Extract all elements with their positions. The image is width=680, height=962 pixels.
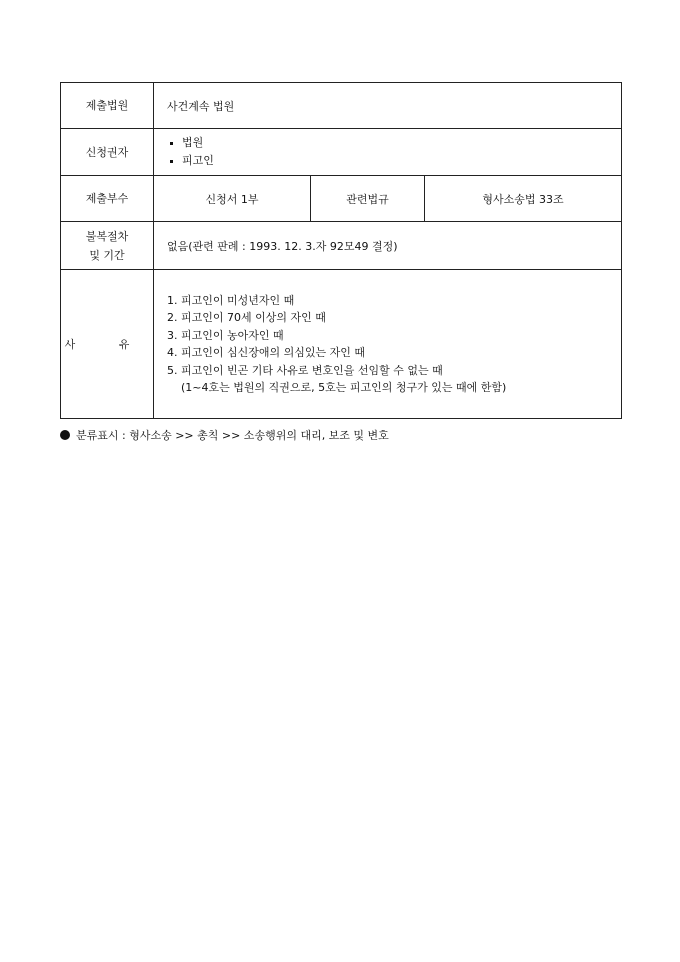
applicant-list [154,129,622,176]
row-copies [61,176,622,222]
court-value: 사건계속 법원 [154,83,622,129]
bullet-icon [170,160,173,163]
copies-value: 신청서 1부 [154,176,311,222]
applicant-item-label: 피고인 [182,154,214,167]
applicant-label: 신청권자 [61,129,154,176]
reason-item: 3. 피고인이 농아자인 때 [167,328,284,342]
law-label: 관련법규 [311,176,425,222]
applicant-item [167,152,621,170]
applicant-item [167,134,621,152]
reason-label-text: 사 유 [64,337,150,351]
appeal-label-line1: 불복절차 [85,229,129,243]
appeal-label [61,222,154,270]
reason-item: 4. 피고인이 심신장애의 의심있는 자인 때 [167,346,365,359]
law-value: 형사소송법 33조 [425,176,622,222]
reason-item: 5. 피고인이 빈곤 기타 사유로 변호인을 선임할 수 없는 때 [167,363,443,377]
row-applicant [61,129,622,176]
court-label: 제출법원 [61,83,154,129]
copies-label: 제출부수 [61,176,154,222]
bullet-icon [170,142,173,145]
row-appeal [61,222,622,270]
filled-circle-icon [60,430,70,440]
row-reason [61,270,622,419]
reason-item: 2. 피고인이 70세 이상의 자인 때 [167,311,326,324]
appeal-value: 없음(관련 판례 : 1993. 12. 3.자 92모49 결정) [154,222,622,270]
applicant-item-label: 법원 [182,136,204,149]
reason-item: 1. 피고인이 미성년자인 때 [167,293,295,307]
classification-text: 분류표시 : 형사소송 >> 총칙 >> 소송행위의 대리, 보조 및 변호 [76,429,389,442]
appeal-label-line2: 및 기간 [89,248,125,262]
row-court [61,83,622,129]
reason-list [154,270,622,419]
info-table [60,82,622,419]
reason-note: (1~4호는 법원의 직권으로, 5호는 피고인의 청구가 있는 때에 한함) [181,381,507,394]
reason-label [61,270,154,419]
classification-footer [60,427,389,443]
